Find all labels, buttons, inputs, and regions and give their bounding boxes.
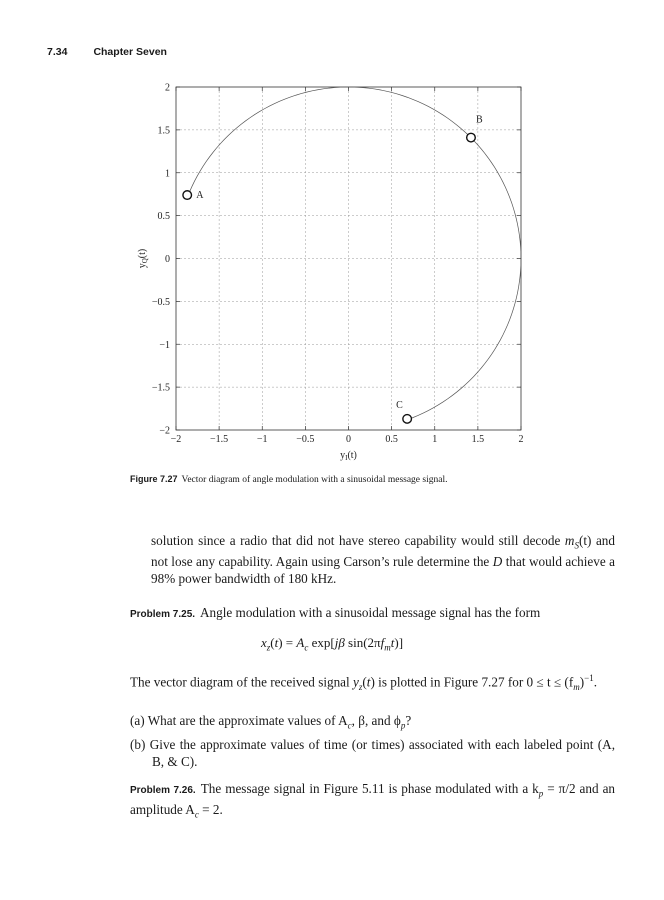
question-a-text: (a) What are the approximate values of A (130, 713, 348, 728)
para1-d: D (492, 554, 503, 570)
point-marker-c (403, 415, 412, 424)
labeled-points (183, 115, 483, 424)
question-a-text2: , β, and ϕ (351, 713, 401, 728)
question-b (130, 737, 615, 770)
p26-text-b: = (543, 781, 555, 796)
para1-sub: S (574, 540, 579, 551)
para1-line2: (t) and not lose any capability. Again using Carson’s rule determine the (151, 533, 615, 570)
x-tick-label: 0 (346, 434, 351, 445)
point-marker-b (467, 133, 476, 142)
problem-7-25-text: Angle modulation with a sinusoidal message signal has the form (200, 605, 541, 620)
y-tick-label: 2 (165, 82, 170, 94)
equation-xz: $x_z(t) = A_c$ exp[jβ $\sin(2\pi f_mt)$] (260, 635, 404, 653)
chapter-title: Chapter Seven (93, 46, 167, 58)
point-marker-a (183, 191, 192, 200)
x-tick-label: 2 (518, 434, 524, 445)
x-tick-label: 0.5 (385, 434, 398, 445)
point-label-b: B (475, 114, 483, 126)
question-a: (a) What are the approximate values of $A_c$, β, and $\phi_p$? (130, 713, 412, 731)
figure-caption (130, 474, 520, 486)
x-tick-label: 1 (432, 434, 438, 445)
x-tick-label: 1.5 (471, 434, 485, 445)
y-tick-label: 1.5 (157, 125, 170, 137)
para1-m: m (564, 533, 575, 548)
y-tick-label: −1.5 (151, 382, 170, 394)
page-number: 7.34 (47, 46, 68, 58)
problem-7-26-label: Problem 7.26. (130, 785, 196, 796)
problem-7-25-label: Problem 7.25. (130, 609, 196, 620)
x-tick-label: −1 (256, 434, 268, 445)
y-tick-label: 0.5 (157, 211, 170, 223)
y-tick-label: −2 (159, 425, 170, 437)
y-axis-label: $y_Q(t)$ (137, 248, 149, 269)
question-a-text3: ? (405, 713, 412, 728)
p26-text-c: π/2 and an amplitude A (130, 781, 616, 818)
para1-line1: solution since a radio that did not have stereo capability would still decode (151, 533, 561, 548)
problem-7-26: Problem 7.26. The message signal in Figure 5.11 is phase modulated with a $k_p = \pi/2$ and an amplitude $A_c = 2$. (130, 781, 616, 820)
p25-para2-a: The vector diagram of the received signal (130, 674, 353, 690)
y-tick-label: 0 (165, 254, 170, 265)
x-tick-label: −1.5 (210, 434, 229, 445)
figure-label: Figure 7.27 (130, 474, 178, 484)
point-label-c: C (396, 399, 403, 411)
p26-text-d: = 2. (198, 802, 223, 818)
x-tick-label: −0.5 (296, 434, 315, 445)
para1-line3: that would achieve a 98% power bandwidth of 180 kHz. (151, 554, 615, 586)
p26-text-a: The message signal in Figure 5.11 is phase modulated with a k (200, 781, 539, 796)
y-tick-label: −1 (159, 339, 170, 351)
problem-7-25-para2: The vector diagram of the received signal $y_z(t)$ is plotted in Figure 7.27 for $0 \le t \le (f_m)^{-1}$. (130, 673, 598, 693)
p25-para2-d: ) (579, 674, 585, 690)
p25-para2-b: is plotted in Figure 7.27 for (374, 674, 524, 690)
question-b-text: (b) Give the approximate values of time (or times) associated with each labeled point (A, B, & C). (130, 737, 615, 769)
y-tick-label: −0.5 (151, 296, 170, 308)
paragraph-carson (151, 533, 615, 587)
x-tick-label: −2 (170, 434, 182, 445)
p25-para2-c: 0 ≤ t ≤ (f (526, 674, 574, 690)
x-axis-label: $y_I(t)$ (340, 450, 357, 462)
figure-caption-text: Vector diagram of angle modulation with a sinusoidal message signal. (181, 475, 448, 485)
problem-7-25-intro (130, 605, 615, 624)
point-label-a: A (196, 190, 204, 202)
y-tick-label: 1 (165, 168, 170, 180)
